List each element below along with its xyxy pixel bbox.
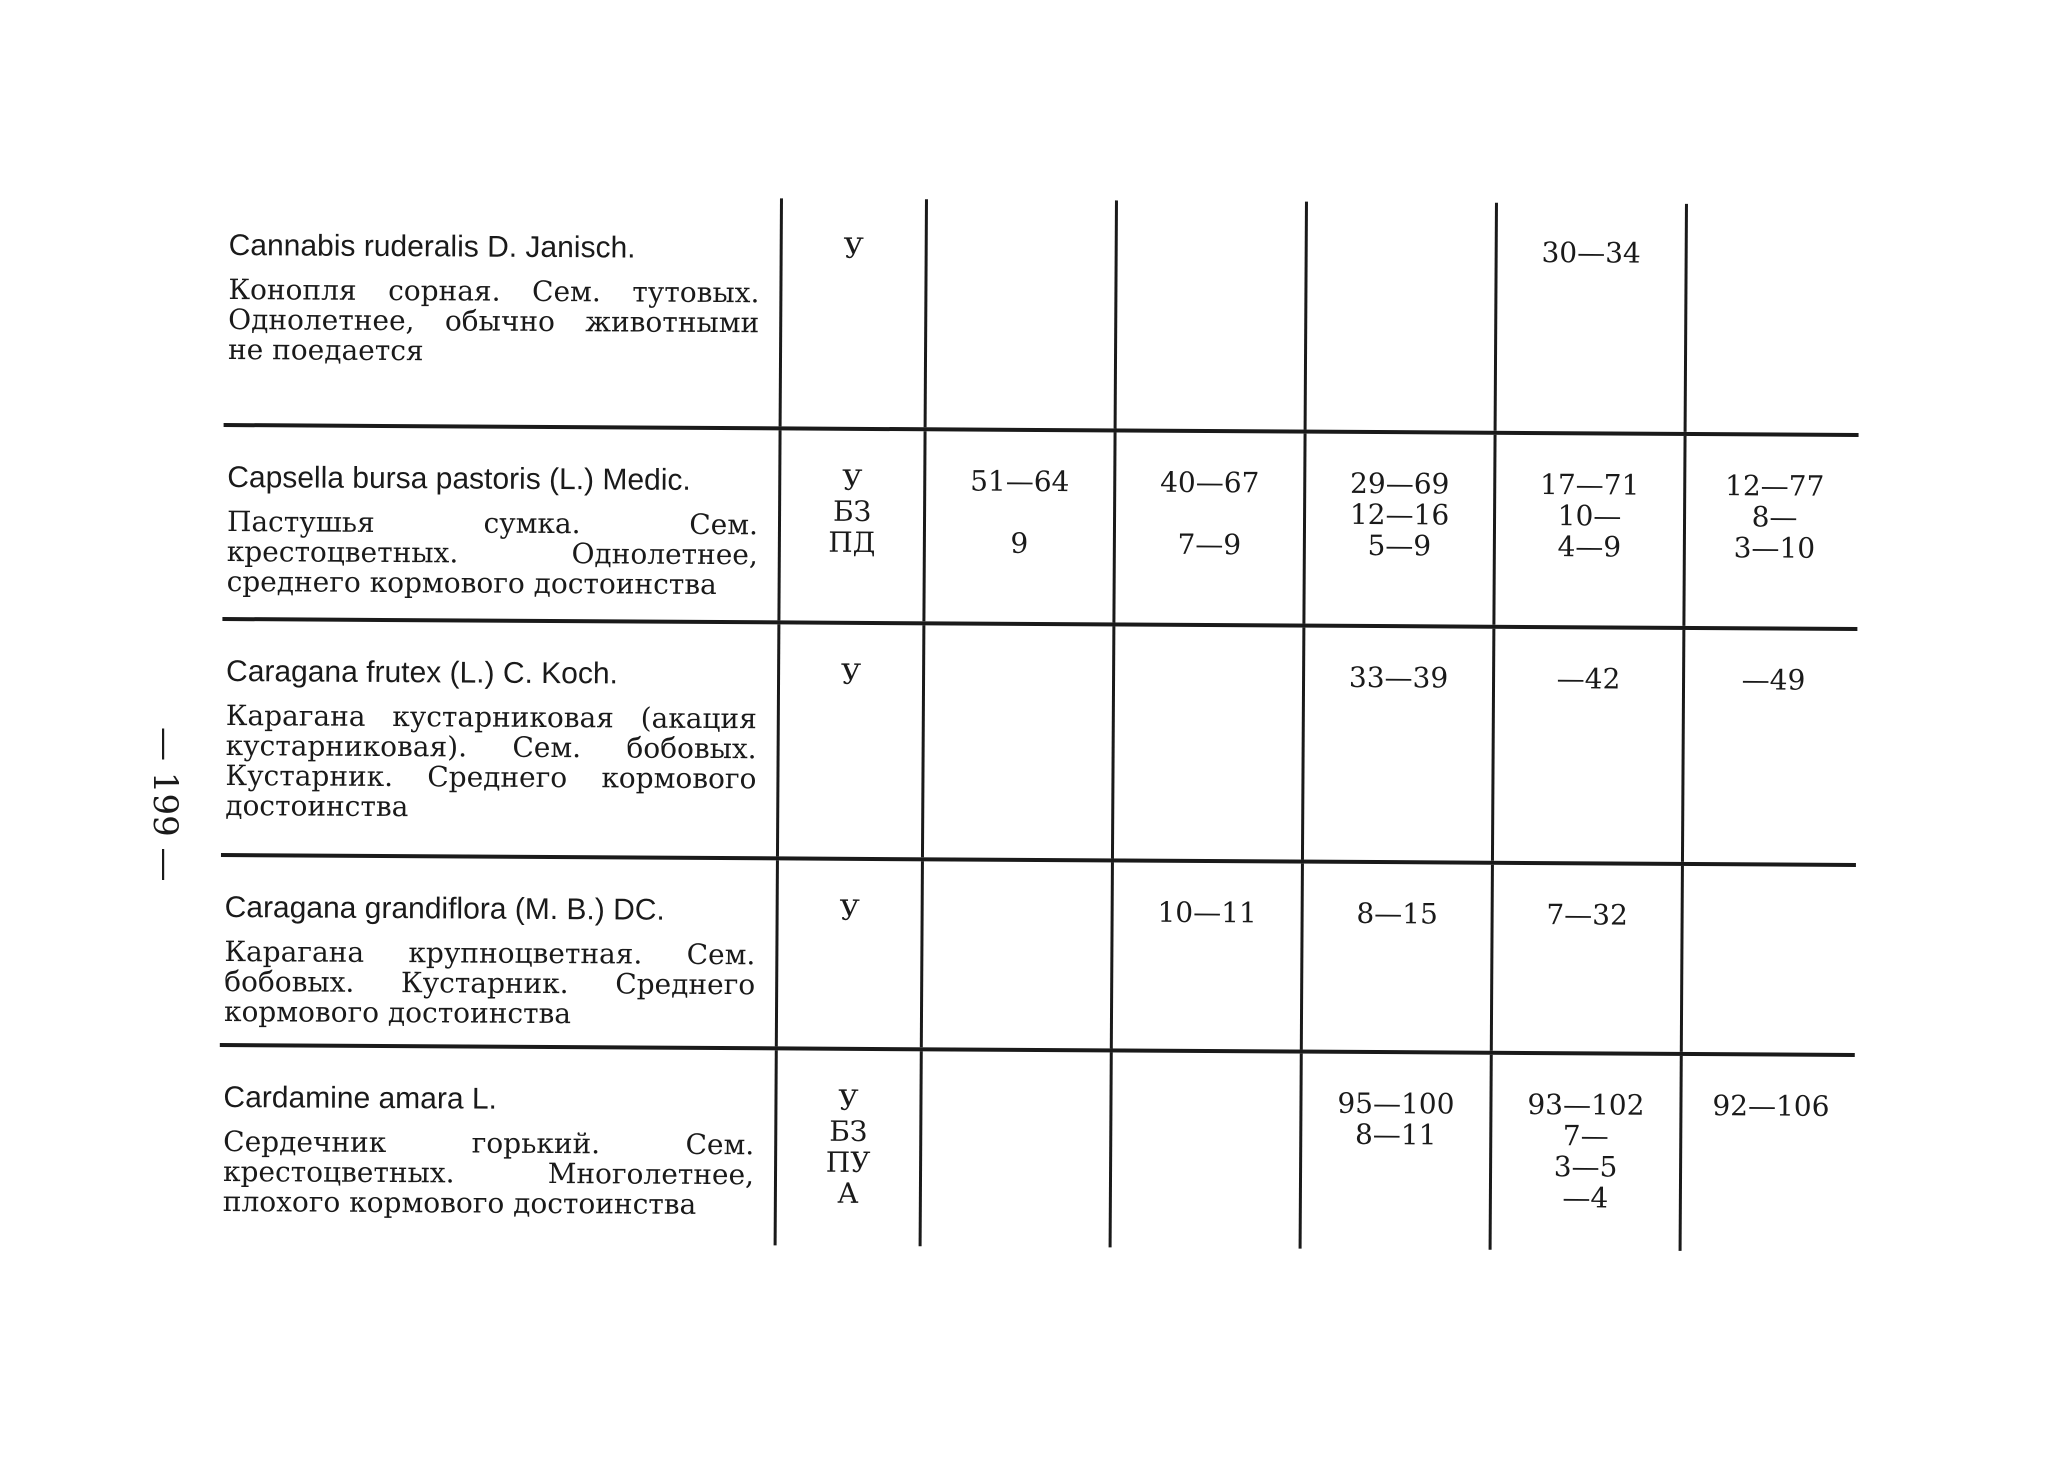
value-line: —4	[1562, 1181, 1609, 1215]
value-line: 92—106	[1712, 1089, 1830, 1123]
value-line: —49	[1741, 663, 1806, 697]
code-line: У	[840, 657, 862, 691]
name-cell	[219, 1047, 775, 1245]
table-row	[222, 427, 1858, 631]
value-cell	[1111, 626, 1302, 859]
code-cell	[779, 198, 925, 427]
value-line: 33—39	[1348, 660, 1449, 695]
name-cell	[221, 621, 777, 856]
code-cell	[777, 430, 923, 621]
value-cell	[1492, 435, 1683, 626]
value-line: 4—9	[1557, 530, 1622, 564]
value-line: 7—9	[1177, 527, 1242, 562]
latin-species-name: Cardamine amara L.	[223, 1081, 498, 1116]
value-cell	[921, 625, 1112, 858]
code-cell	[775, 860, 921, 1047]
species-description: Конопля сорная. Сем. тутовых. Однолетнее, обычно животными не поедается	[227, 273, 760, 368]
latin-species-name: Caragana frutex (L.) C. Koch.	[225, 655, 619, 691]
value-line: 10—	[1557, 499, 1622, 533]
value-cell	[919, 1051, 1110, 1247]
code-line: У	[839, 893, 860, 927]
value-cell	[1300, 864, 1491, 1051]
value-line: 40—67	[1160, 465, 1260, 500]
value-cell	[1491, 629, 1682, 862]
value-cell	[1299, 1054, 1490, 1250]
table-row	[224, 195, 1860, 437]
code-line: БЗ	[829, 1114, 868, 1148]
value-line: 10—11	[1157, 895, 1257, 930]
latin-species-name: Capsella bursa pastoris (L.) Medic.	[227, 461, 691, 497]
value-cell	[1679, 1056, 1860, 1252]
value-line: —42	[1556, 662, 1621, 696]
plant-table	[219, 195, 1860, 1252]
code-line: БЗ	[832, 494, 872, 528]
value-cell	[1680, 866, 1861, 1053]
value-line: 8—11	[1354, 1117, 1437, 1152]
latin-species-name: Caragana grandiflora (M. B.) DC.	[224, 891, 665, 927]
page-number: — 199 —	[145, 727, 185, 882]
species-description: Пастушья сумка. Сем. крестоцветных. Однолетнее, среднего кормового достоинства	[226, 505, 759, 602]
value-line: 93—102	[1527, 1087, 1645, 1122]
value-line	[1116, 497, 1303, 529]
value-line: 8—	[1751, 500, 1798, 534]
code-line: ПД	[828, 525, 876, 559]
value-cell	[1494, 203, 1685, 432]
name-cell	[222, 427, 778, 620]
value-cell	[1489, 1055, 1680, 1251]
code-line: А	[837, 1176, 859, 1210]
value-line: 9	[1010, 526, 1029, 560]
species-description: Карагана крупноцветная. Сем. бобовых. Кустарник. Среднего кормового достоинства	[223, 935, 756, 1031]
value-cell	[1109, 1052, 1300, 1248]
value-line: 30—34	[1541, 236, 1641, 270]
code-line: ПУ	[825, 1145, 871, 1179]
value-cell	[1682, 436, 1863, 627]
value-line: 17—71	[1540, 468, 1640, 502]
code-line: У	[843, 231, 864, 265]
code-cell	[774, 1050, 920, 1246]
table-row	[219, 1047, 1855, 1252]
value-cell	[1304, 202, 1495, 431]
value-line: 3—5	[1553, 1150, 1618, 1184]
value-cell	[922, 431, 1113, 622]
value-line: 29—69	[1350, 466, 1450, 501]
value-cell	[1681, 630, 1862, 863]
species-description: Карагана кустарниковая (акация кустарниковая). Сем. бобовых. Кустарник. Среднего кормового достоинства	[225, 699, 757, 824]
value-cell	[1301, 628, 1492, 861]
value-cell	[1684, 204, 1865, 433]
code-cell	[776, 624, 922, 857]
value-line: 8—15	[1356, 896, 1438, 931]
value-line: 12—16	[1349, 497, 1450, 532]
value-cell	[924, 199, 1115, 428]
name-cell	[224, 195, 780, 426]
value-line: 5—9	[1367, 528, 1432, 563]
value-line: 95—100	[1337, 1086, 1455, 1121]
value-cell	[1112, 432, 1303, 623]
code-line: У	[838, 1083, 859, 1117]
value-cell	[1110, 862, 1301, 1049]
table-row	[221, 621, 1857, 867]
latin-species-name: Cannabis ruderalis D. Janisch.	[228, 229, 636, 265]
value-line: 7—	[1562, 1119, 1609, 1153]
value-line: 51—64	[970, 464, 1070, 499]
code-line: У	[842, 463, 863, 497]
name-cell	[220, 857, 776, 1046]
value-line	[926, 496, 1113, 528]
species-description: Сердечник горький. Сем. крестоцветных. Многолетнее, плохого кормового достоинства	[222, 1125, 755, 1221]
value-line: 12—77	[1725, 469, 1825, 503]
value-line: 3—10	[1733, 531, 1816, 565]
value-cell	[1490, 865, 1681, 1052]
value-line: 7—32	[1546, 898, 1628, 932]
table-row	[220, 857, 1856, 1057]
value-cell	[1114, 200, 1305, 429]
value-cell	[1302, 434, 1493, 625]
value-cell	[920, 861, 1111, 1048]
